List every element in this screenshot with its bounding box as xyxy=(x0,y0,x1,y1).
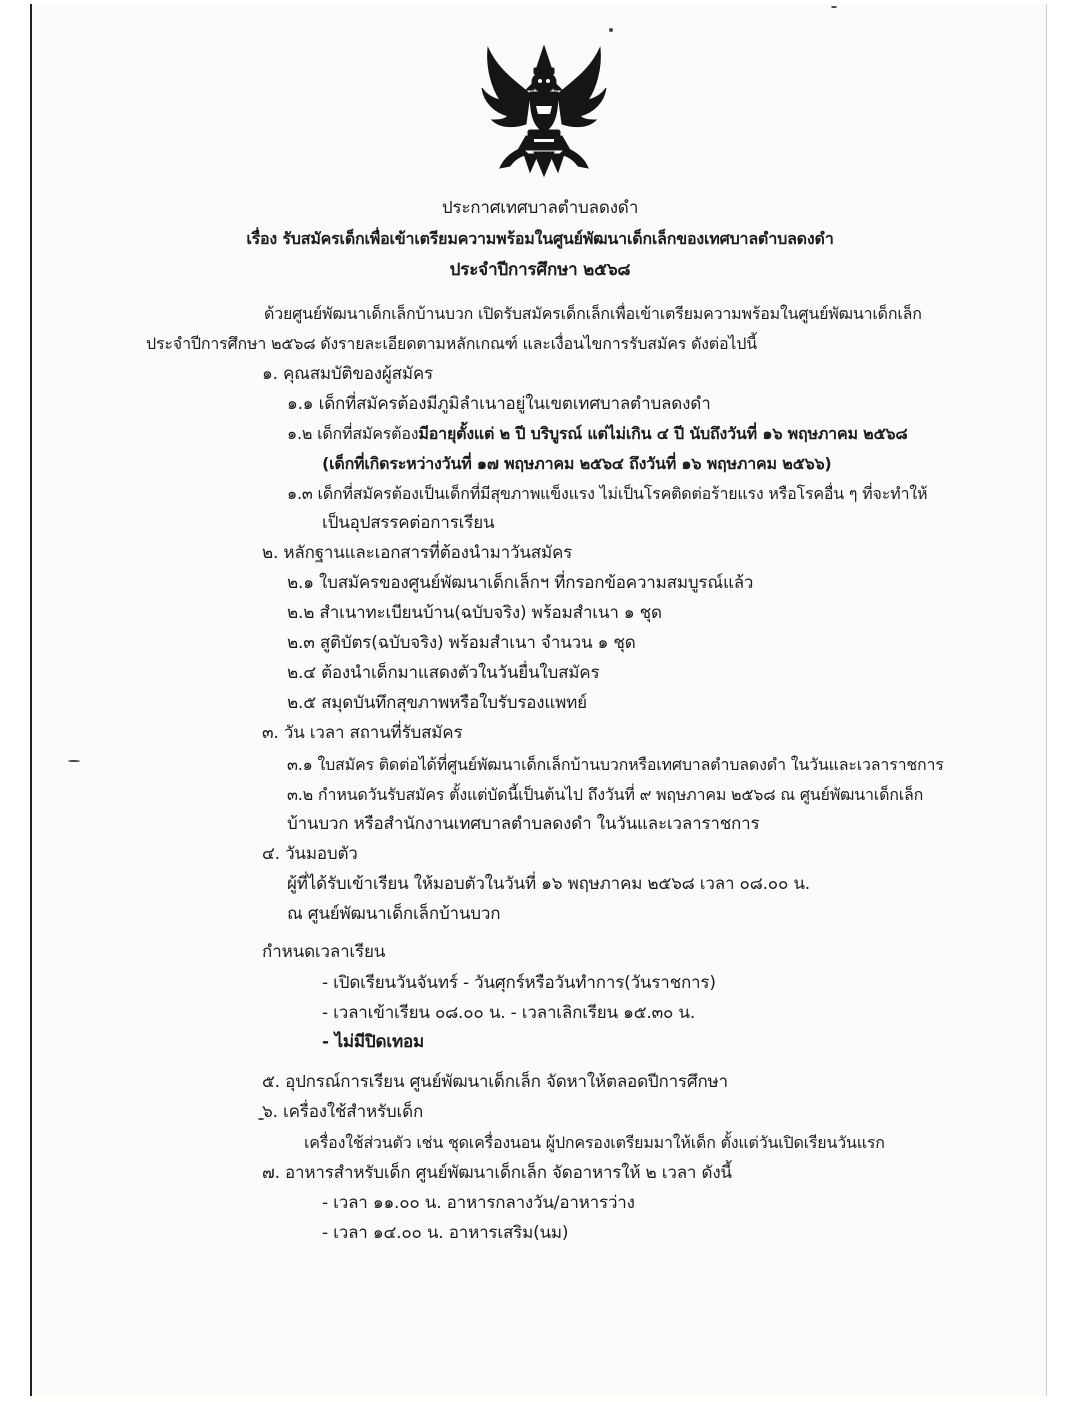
section-4-line-2: ณ ศูนย์พัฒนาเด็กเล็กบ้านบวก xyxy=(287,904,501,924)
section-1-item-1: ๑.๑ เด็กที่สมัครต้องมีภูมิลำเนาอยู่ในเขตเทศบาลตำบลดงดำ xyxy=(287,394,711,414)
scan-speck xyxy=(68,760,80,762)
section-6-line-1: เครื่องใช้ส่วนตัว เช่น ชุดเครื่องนอน ผู้ปกครองเตรียมมาให้เด็ก ตั้งแต่วันเปิดเรียนวันแรก xyxy=(304,1133,885,1152)
meal-time-item: - เวลา ๑๔.๐๐ น. อาหารเสริม(นม) xyxy=(322,1223,569,1243)
section-2-item: ๒.๑ ใบสมัครของศูนย์พัฒนาเด็กเล็กฯ ที่กรอกข้อความสมบูรณ์แล้ว xyxy=(287,573,754,593)
schedule-item: - เปิดเรียนวันจันทร์ - วันศุกร์หรือวันทำการ(วันราชการ) xyxy=(322,973,716,993)
section-3-item-2-line-1: ๓.๒ กำหนดวันรับสมัคร ตั้งแต่บัดนี้เป็นต้นไป ถึงวันที่ ๙ พฤษภาคม ๒๕๖๘ ณ ศูนย์พัฒนาเด็กเล็ก xyxy=(287,785,924,804)
schedule-no-break: - ไม่มีปิดเทอม xyxy=(322,1032,424,1052)
section-2-item: ๒.๓ สูติบัตร(ฉบับจริง) พร้อมสำเนา จำนวน ๑ ชุด xyxy=(287,633,636,653)
garuda-emblem-icon xyxy=(474,40,614,180)
schedule-item: - เวลาเข้าเรียน ๐๘.๐๐ น. - เวลาเลิกเรียน ๑๕.๓๐ น. xyxy=(322,1003,696,1023)
scan-speck xyxy=(609,28,613,32)
section-2-item: ๒.๔ ต้องนำเด็กมาแสดงตัวในวันยื่นใบสมัคร xyxy=(287,663,600,683)
scan-speck xyxy=(831,6,837,8)
section-2-heading: ๒. หลักฐานและเอกสารที่ต้องนำมาวันสมัคร xyxy=(262,543,573,563)
schedule-heading: กำหนดเวลาเรียน xyxy=(262,942,386,962)
section-1-item-2-prefix: ๑.๒ เด็กที่สมัครต้อง xyxy=(287,424,419,443)
section-3-item-2-line-2: บ้านบวก หรือสำนักงานเทศบาลตำบลดงดำ ในวันและเวลาราชการ xyxy=(287,814,760,834)
section-2-item: ๒.๕ สมุดบันทึกสุขภาพหรือใบรับรองแพทย์ xyxy=(287,693,587,713)
section-3-item-1: ๓.๑ ใบสมัคร ติดต่อได้ที่ศูนย์พัฒนาเด็กเล็กบ้านบวกหรือเทศบาลตำบลดงดำ ในวันและเวลาราชการ xyxy=(287,755,944,774)
section-1-item-2 xyxy=(287,422,908,446)
announcement-subject: เรื่อง รับสมัครเด็กเพื่อเข้าเตรียมความพร้อมในศูนย์พัฒนาเด็กเล็กของเทศบาลตำบลดงดำ xyxy=(246,229,834,248)
section-6-heading: ๖. เครื่องใช้สำหรับเด็ก xyxy=(262,1102,424,1122)
meal-time-item: - เวลา ๑๑.๐๐ น. อาหารกลางวัน/อาหารว่าง xyxy=(322,1193,635,1213)
section-5-heading: ๕. อุปกรณ์การเรียน ศูนย์พัฒนาเด็กเล็ก จัดหาให้ตลอดปีการศึกษา xyxy=(262,1072,728,1092)
section-7-heading: ๗. อาหารสำหรับเด็ก ศูนย์พัฒนาเด็กเล็ก จัดอาหารให้ ๒ เวลา ดังนี้ xyxy=(262,1163,732,1183)
section-4-line-1: ผู้ที่ได้รับเข้าเรียน ให้มอบตัวในวันที่ ๑๖ พฤษภาคม ๒๕๖๘ เวลา ๐๘.๐๐ น. xyxy=(287,874,810,894)
section-1-item-2-dates: (เด็กที่เกิดระหว่างวันที่ ๑๗ พฤษภาคม ๒๕๖๔ ถึงวันที่ ๑๖ พฤษภาคม ๒๕๖๖) xyxy=(322,454,832,473)
section-4-heading: ๔. วันมอบตัว xyxy=(262,844,358,864)
section-2-item: ๒.๒ สำเนาทะเบียนบ้าน(ฉบับจริง) พร้อมสำเนา ๑ ชุด xyxy=(287,603,662,623)
academic-year: ประจำปีการศึกษา ๒๕๖๘ xyxy=(449,260,631,280)
section-1-item-2-bold: มีอายุตั้งแต่ ๒ ปี บริบูรณ์ แต่ไม่เกิน ๔ ปี นับถึงวันที่ ๑๖ พฤษภาคม ๒๕๖๘ xyxy=(418,424,908,443)
intro-line-1: ด้วยศูนย์พัฒนาเด็กเล็กบ้านบวก เปิดรับสมัครเด็กเล็กเพื่อเข้าเตรียมความพร้อมในศูนย์พัฒนาเด็กเล็ก xyxy=(264,304,922,323)
intro-line-2: ประจำปีการศึกษา ๒๕๖๘ ดังรายละเอียดตามหลักเกณฑ์ และเงื่อนไขการรับสมัคร ดังต่อไปนี้ xyxy=(146,334,757,353)
section-3-heading: ๓. วัน เวลา สถานที่รับสมัคร xyxy=(262,723,463,743)
announcement-title: ประกาศเทศบาลตำบลดงดำ xyxy=(441,198,639,218)
section-1-heading: ๑. คุณสมบัติของผู้สมัคร xyxy=(262,364,433,384)
section-1-item-3-line-2: เป็นอุปสรรคต่อการเรียน xyxy=(322,513,495,533)
section-1-item-3-line-1: ๑.๓ เด็กที่สมัครต้องเป็นเด็กที่มีสุขภาพแข็งแรง ไม่เป็นโรคติดต่อร้ายแรง หรือโรคอื่น ๆ ที่จะทำให้ xyxy=(287,484,928,503)
